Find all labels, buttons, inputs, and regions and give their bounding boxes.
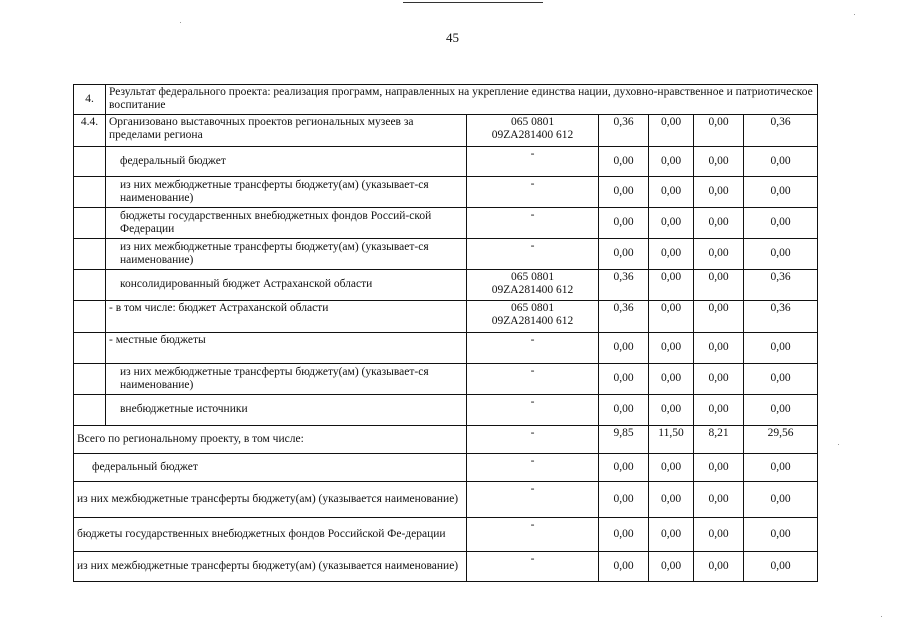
row-v3: 0,00 <box>694 454 744 482</box>
row-v1: 0,00 <box>599 333 649 364</box>
item-label: Организовано выставочных проектов региональных музеев за пределами региона <box>106 115 467 147</box>
row-v2: 0,00 <box>649 208 694 239</box>
row-label: федеральный бюджет <box>74 454 467 482</box>
row-label: из них межбюджетные трансферты бюджету(ам) (указывается наименование) <box>74 482 467 518</box>
row-code: - <box>467 552 599 582</box>
scan-speck <box>180 22 181 23</box>
table-row <box>74 364 818 395</box>
row-v4: 0,00 <box>744 364 818 395</box>
row-v4: 0,00 <box>744 333 818 364</box>
row-v2: 0,00 <box>649 454 694 482</box>
row-label: - местные бюджеты <box>106 333 467 364</box>
item-code: 065 0801 09ZA281400 612 <box>467 115 599 147</box>
row-v3: 0,00 <box>694 364 744 395</box>
row-v2: 0,00 <box>649 270 694 301</box>
row-v2: 0,00 <box>649 147 694 177</box>
section-title: Результат федерального проекта: реализация программ, направленных на укрепление единства нации, духовно-нравственное и патриотическое воспитание <box>106 85 818 115</box>
row-v3: 0,00 <box>694 395 744 426</box>
row-v4: 0,00 <box>744 482 818 518</box>
row-v2: 0,00 <box>649 177 694 208</box>
item-v1: 0,36 <box>599 115 649 147</box>
row-v4: 0,36 <box>744 270 818 301</box>
row-code: - <box>467 518 599 552</box>
row-v4: 0,00 <box>744 208 818 239</box>
row-v1: 0,00 <box>599 482 649 518</box>
row-v3: 0,00 <box>694 208 744 239</box>
row-v3: 0,00 <box>694 147 744 177</box>
row-code: - <box>467 482 599 518</box>
section-row <box>74 85 818 115</box>
row-v4: 0,00 <box>744 454 818 482</box>
row-v1: 0,00 <box>599 208 649 239</box>
row-v2: 0,00 <box>649 552 694 582</box>
row-label: федеральный бюджет <box>106 147 467 177</box>
table-row <box>74 518 818 552</box>
table-row <box>74 482 818 518</box>
row-code: 065 0801 09ZA281400 612 <box>467 270 599 301</box>
row-label: из них межбюджетные трансферты бюджету(ам) (указывает-ся наименование) <box>106 364 467 395</box>
row-label: из них межбюджетные трансферты бюджету(ам) (указывает-ся наименование) <box>106 177 467 208</box>
row-code: - <box>467 239 599 270</box>
row-v2: 0,00 <box>649 333 694 364</box>
row-code: - <box>467 395 599 426</box>
page-number: 45 <box>446 30 459 45</box>
row-label: бюджеты государственных внебюджетных фондов Россий-ской Федерации <box>106 208 467 239</box>
row-v4: 0,00 <box>744 177 818 208</box>
total-v3: 8,21 <box>694 426 744 454</box>
item-row <box>74 115 818 147</box>
row-code: - <box>467 147 599 177</box>
row-v4: 0,00 <box>744 518 818 552</box>
row-v2: 0,00 <box>649 518 694 552</box>
row-code: - <box>467 364 599 395</box>
row-label: из них межбюджетные трансферты бюджету(ам) (указывается наименование) <box>74 552 467 582</box>
row-code: - <box>467 177 599 208</box>
total-section <box>74 426 818 582</box>
row-label: консолидированный бюджет Астраханской области <box>106 270 467 301</box>
top-rule <box>403 2 543 3</box>
table-row <box>74 147 818 177</box>
row-v4: 0,00 <box>744 147 818 177</box>
table-row <box>74 177 818 208</box>
row-v3: 0,00 <box>694 270 744 301</box>
total-row <box>74 426 818 454</box>
table-row <box>74 454 818 482</box>
row-v3: 0,00 <box>694 552 744 582</box>
row-v4: 0,00 <box>744 552 818 582</box>
row-v3: 0,00 <box>694 301 744 333</box>
item-v2: 0,00 <box>649 115 694 147</box>
total-v2: 11,50 <box>649 426 694 454</box>
row-v1: 0,36 <box>599 270 649 301</box>
row-v1: 0,00 <box>599 364 649 395</box>
total-code: - <box>467 426 599 454</box>
row-v3: 0,00 <box>694 482 744 518</box>
row-v1: 0,00 <box>599 552 649 582</box>
row-v1: 0,00 <box>599 454 649 482</box>
row-v1: 0,36 <box>599 301 649 333</box>
table-row <box>74 301 818 333</box>
row-label: внебюджетные источники <box>106 395 467 426</box>
table-row <box>74 333 818 364</box>
scan-speck <box>838 444 839 445</box>
section-number: 4. <box>74 85 106 115</box>
scan-speck <box>881 616 882 617</box>
row-v4: 0,00 <box>744 395 818 426</box>
row-v3: 0,00 <box>694 518 744 552</box>
row-label: - в том числе: бюджет Астраханской области <box>106 301 467 333</box>
row-v1: 0,00 <box>599 147 649 177</box>
total-label: Всего по региональному проекту, в том числе: <box>74 426 467 454</box>
table-row <box>74 208 818 239</box>
item-v4: 0,36 <box>744 115 818 147</box>
row-v3: 0,00 <box>694 177 744 208</box>
budget-table <box>73 84 818 582</box>
row-v1: 0,00 <box>599 239 649 270</box>
item-v3: 0,00 <box>694 115 744 147</box>
row-v2: 0,00 <box>649 239 694 270</box>
row-v2: 0,00 <box>649 301 694 333</box>
table-row <box>74 239 818 270</box>
row-label: из них межбюджетные трансферты бюджету(ам) (указывает-ся наименование) <box>106 239 467 270</box>
row-code: 065 0801 09ZA281400 612 <box>467 301 599 333</box>
scan-speck <box>854 14 855 15</box>
row-v2: 0,00 <box>649 364 694 395</box>
row-v1: 0,00 <box>599 395 649 426</box>
row-code: - <box>467 333 599 364</box>
item-subrows <box>74 147 818 426</box>
row-v3: 0,00 <box>694 333 744 364</box>
total-v4: 29,56 <box>744 426 818 454</box>
row-label: бюджеты государственных внебюджетных фондов Российской Фе-дерации <box>74 518 467 552</box>
table-row <box>74 270 818 301</box>
table-row <box>74 552 818 582</box>
row-v4: 0,36 <box>744 301 818 333</box>
row-v2: 0,00 <box>649 395 694 426</box>
row-v2: 0,00 <box>649 482 694 518</box>
total-v1: 9,85 <box>599 426 649 454</box>
row-code: - <box>467 208 599 239</box>
row-code: - <box>467 454 599 482</box>
row-v4: 0,00 <box>744 239 818 270</box>
row-v3: 0,00 <box>694 239 744 270</box>
row-v1: 0,00 <box>599 518 649 552</box>
table-row <box>74 395 818 426</box>
row-v1: 0,00 <box>599 177 649 208</box>
item-number: 4.4. <box>74 115 106 147</box>
